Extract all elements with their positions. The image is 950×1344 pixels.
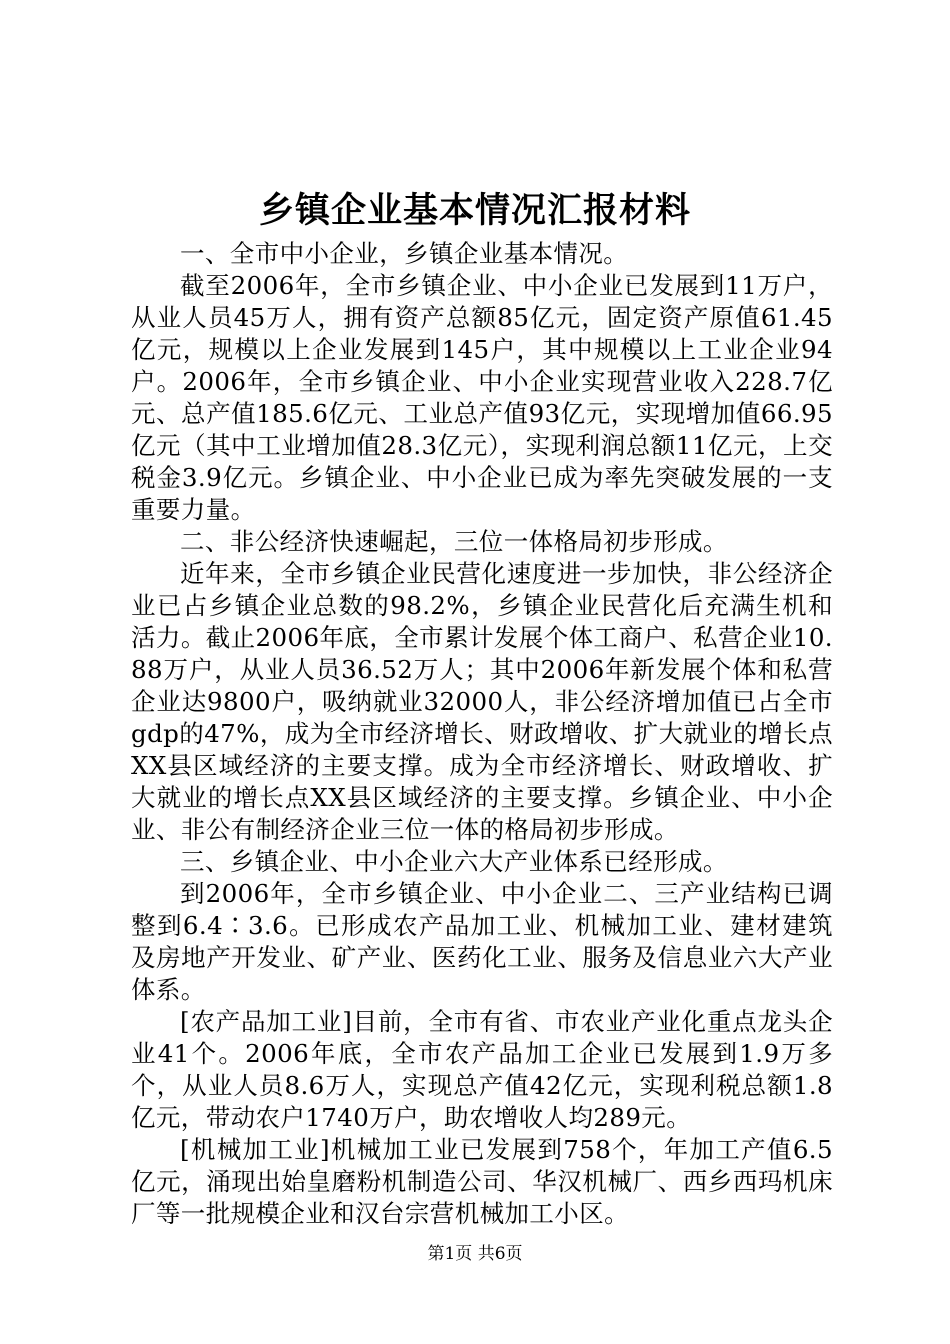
paragraph-overview: 截至2006年，全市乡镇企业、中小企业已发展到11万户，从业人员45万人，拥有资产总额85亿元，固定资产原值61.45亿元，规模以上企业发展到145户，其中规模以上工业企业94户。2006年，全市乡镇企业、中小企业实现营业收入228.7亿元、总产值185.6亿元、工业总产值93亿元，实现增加值66.95亿元（其中工业增加值28.3亿元），实现利润总额11亿元，上交税金3.9亿元。乡镇企业、中小企业已成为率先突破发展的一支重要力量。 [131, 271, 833, 524]
page-number-footer: 第1页 共6页 [427, 1244, 523, 1264]
section-heading-2: 二、非公经济快速崛起，三位一体格局初步形成。 [180, 527, 728, 556]
paragraph-industry-structure: 到2006年，全市乡镇企业、中小企业二、三产业结构已调整到6.4∶3.6。已形成农产品加工业、机械加工业、建材建筑及房地产开发业、矿产业、医药化工业、服务及信息业六大产业体系。 [131, 879, 833, 1004]
document-title: 乡镇企业基本情况汇报材料 [258, 191, 691, 231]
section-heading-1: 一、全市中小企业，乡镇企业基本情况。 [180, 239, 629, 268]
paragraph-non-public-economy: 近年来，全市乡镇企业民营化速度进一步加快，非公经济企业已占乡镇企业总数的98.2%，乡镇企业民营化后充满生机和活力。截止2006年底，全市累计发展个体工商户、私营企业10.88万户，从业人员36.52万人；其中2006年新发展个体和私营企业达9800户，吸纳就业32000人，非公经济增加值已占全市gdp的47%，成为全市经济增长、财政增收、扩大就业的增长点XX县区域经济的主要支撑。成为全市经济增长、财政增收、扩大就业的增长点XX县区域经济的主要支撑。乡镇企业、中小企业、非公有制经济企业三位一体的格局初步形成。 [131, 559, 833, 844]
section-heading-3: 三、乡镇企业、中小企业六大产业体系已经形成。 [180, 847, 728, 876]
paragraph-agricultural-processing: [农产品加工业]目前，全市有省、市农业产业化重点龙头企业41个。2006年底，全市农产品加工企业已发展到1.9万多个，从业人员8.6万人，实现总产值42亿元，实现利税总额1.8亿元，带动农户1740万户，助农增收人均289元。 [131, 1007, 833, 1132]
document-body [131, 238, 833, 1230]
paragraph-machinery-processing: [机械加工业]机械加工业已发展到758个，年加工产值6.5亿元，涌现出始皇磨粉机制造公司、华汉机械厂、西乡西玛机床厂等一批规模企业和汉台宗营机械加工小区。 [131, 1135, 833, 1228]
